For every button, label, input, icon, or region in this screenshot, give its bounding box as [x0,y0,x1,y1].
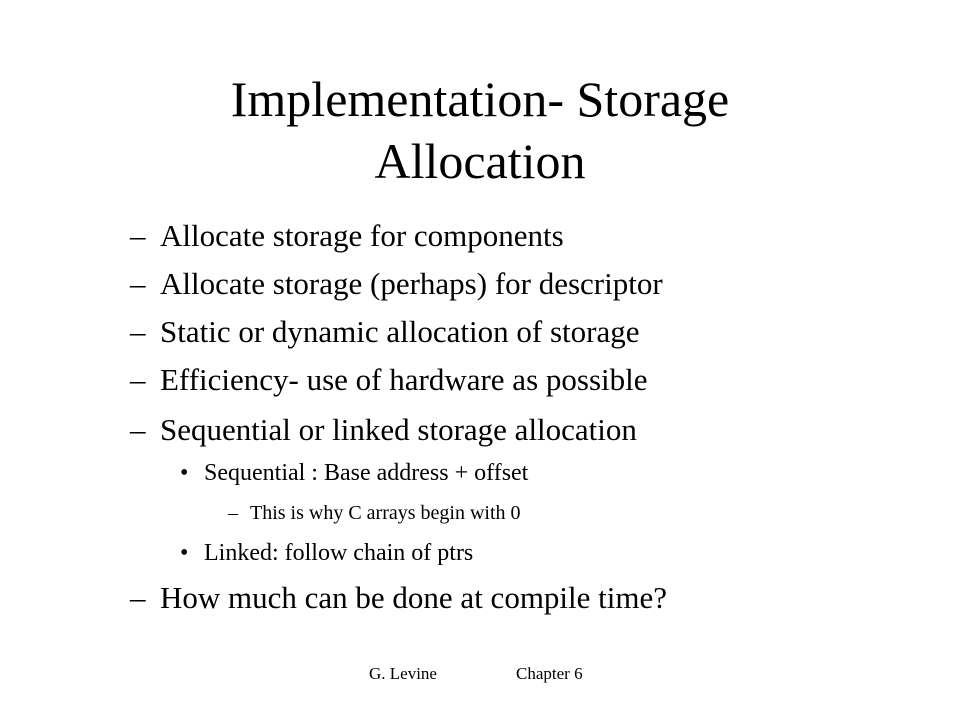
bullet-item [130,412,637,448]
dot-marker: • [180,540,189,566]
dot-marker: • [180,460,189,486]
bullet-text: Allocate storage (perhaps) for descriptor [160,266,663,301]
bullet-text: Sequential or linked storage allocation [160,412,637,447]
sub-bullet-text: Sequential : Base address + offset [204,460,529,486]
bullet-text: Allocate storage for components [160,218,564,253]
bullet-item [130,218,564,254]
bullet-item [130,266,663,302]
slide-title-line-2: Allocation [374,133,586,189]
sub-sub-bullet-text: This is why C arrays begin with 0 [250,502,521,524]
dash-marker: – [130,314,146,349]
bullet-text: How much can be done at compile time? [160,580,668,615]
sub-bullet-text: Linked: follow chain of ptrs [204,540,474,566]
dash-marker: – [130,412,146,447]
slide-title-line-1: Implementation- Storage [230,71,730,127]
sub-sub-bullet-item [228,502,521,525]
bullet-text: Static or dynamic allocation of storage [160,314,640,349]
dash-marker: – [130,266,146,301]
dash-marker: – [228,502,238,524]
bullet-item [130,314,640,350]
dash-marker: – [130,362,146,397]
sub-bullet-item [180,460,528,487]
sub-bullet-item [180,540,473,567]
footer-chapter: Chapter 6 [516,664,583,683]
bullet-text: Efficiency- use of hardware as possible [160,362,648,397]
bullet-item [130,580,667,616]
footer-author: G. Levine [369,664,437,683]
dash-marker: – [130,580,146,615]
dash-marker: – [130,218,146,253]
bullet-item [130,362,648,398]
